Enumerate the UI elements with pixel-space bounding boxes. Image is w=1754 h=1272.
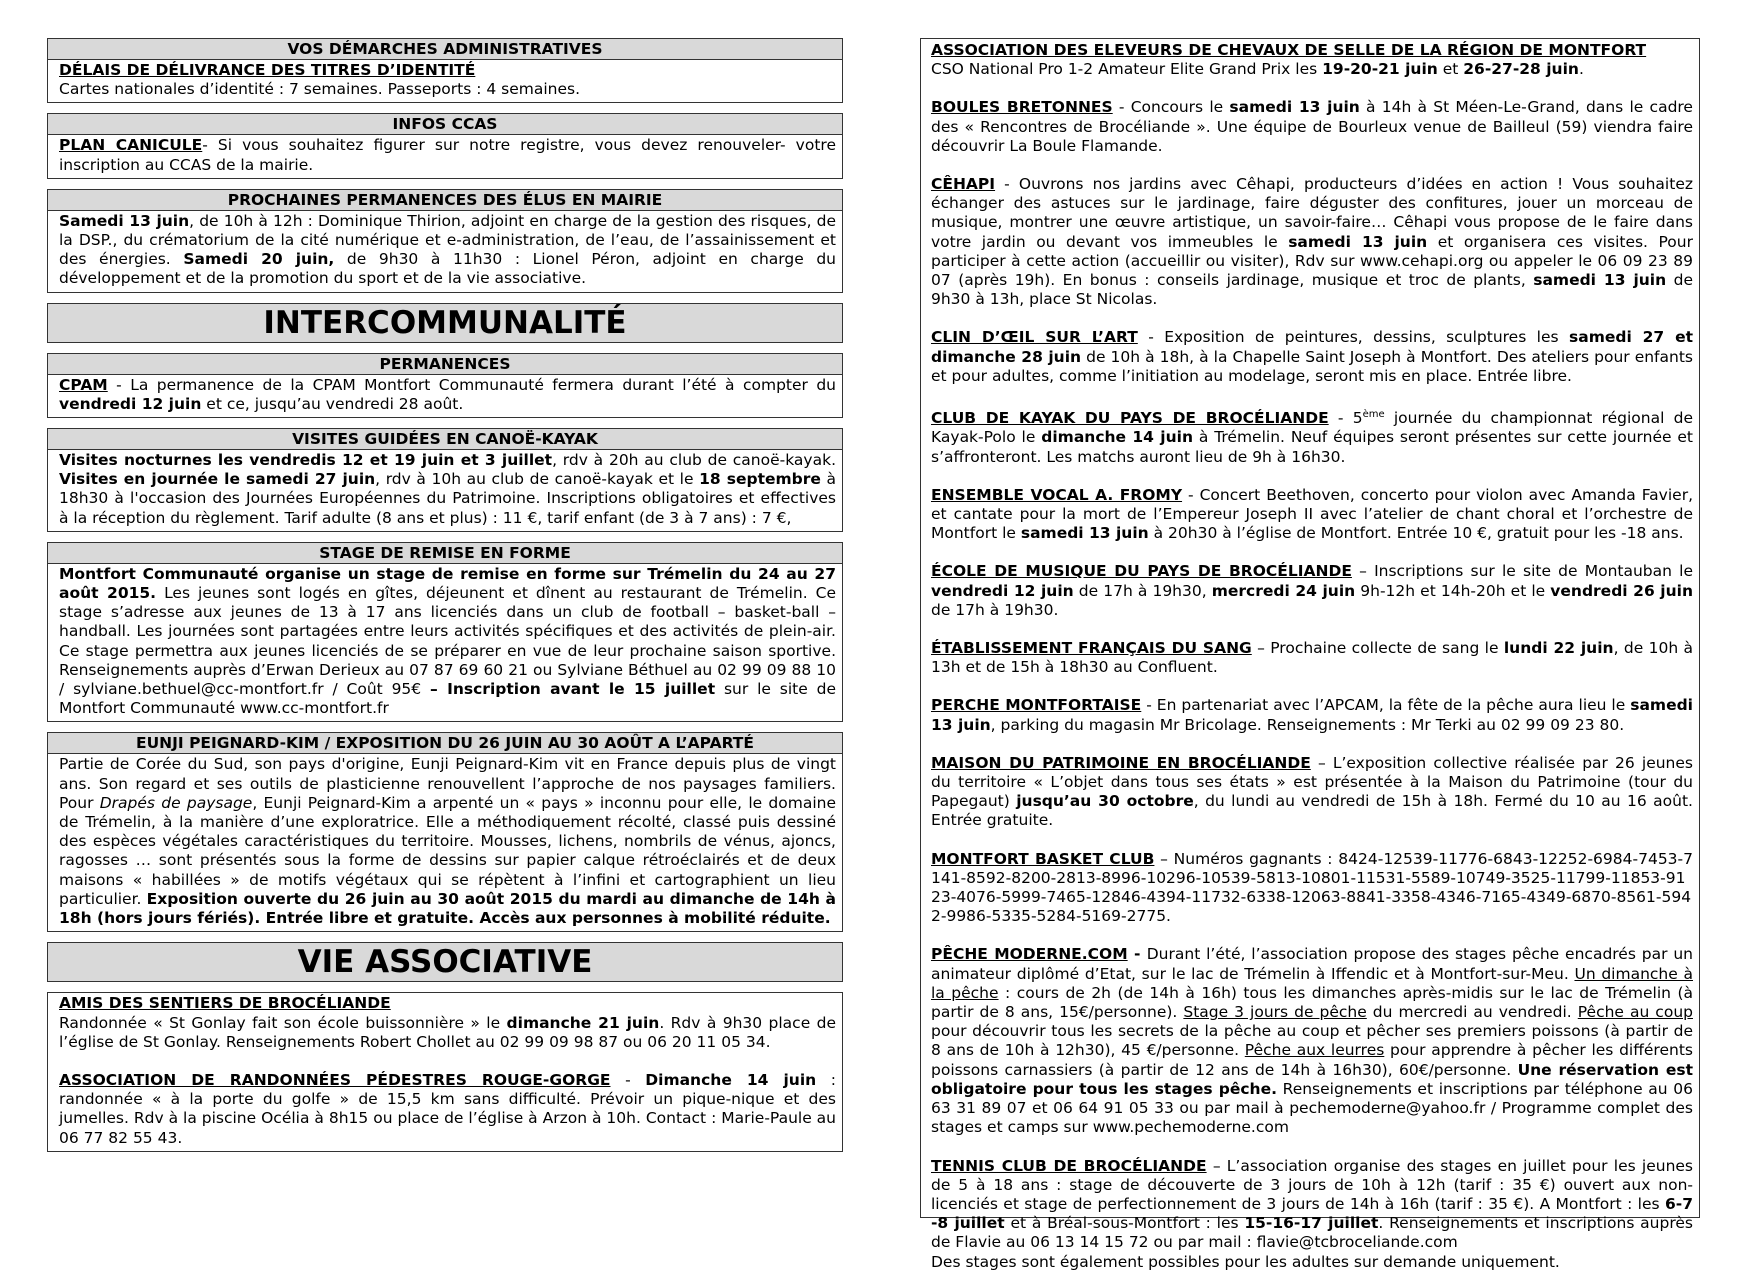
cpam-text-1: - La permanence de la CPAM Montfort Communauté fermera durant l’été à compter du: [107, 375, 836, 394]
demarches-header: VOS DÉMARCHES ADMINISTRATIVES: [48, 39, 842, 60]
stage-bold-2: – Inscription avant le 15 juillet: [430, 680, 716, 699]
associations-box: [920, 38, 1700, 1271]
rando-sep: -: [610, 1070, 646, 1089]
permanences-elus-header: PROCHAINES PERMANENCES DES ÉLUS EN MAIRIE: [48, 190, 842, 211]
cehapi-item: [931, 175, 1693, 309]
cpam-title: CPAM: [59, 375, 108, 394]
ccas-title: PLAN CANICULE: [59, 136, 203, 155]
elus-date-1: Samedi 13 juin: [59, 211, 190, 230]
cheval-title: ASSOCIATION DES ELEVEURS DE CHEVAUX DE SELLE DE LA RÉGION DE MONTFORT: [931, 41, 1647, 59]
stage-bold-1: Montfort Communauté organise un stage de remise en forme sur Trémelin du 24 au 27 août 2015.: [59, 564, 836, 603]
perche-text-2: , parking du magasin Mr Bricolage. Renseignements : Mr Terki au 02 99 09 23 80.: [990, 715, 1625, 734]
peche-u3: Pêche au coup: [1577, 1003, 1693, 1022]
eunji-header: EUNJI PEIGNARD-KIM / EXPOSITION DU 26 JUIN AU 30 AOÛT A L’APARTÉ: [48, 733, 842, 754]
patrimoine-date: jusqu’au 30 octobre: [1016, 792, 1194, 811]
clin-item: [931, 328, 1693, 386]
basket-numbers: – Numéros gagnants : 8424-12539-11776-6843-12252-6984-7453-7141-8592-8200-2813-8996-10296-10539-5813-10801-11531-5589-10749-3525-11799-11853-9123-4076-5999-7465-12846-4394-11732-6338-12063-8841-3358-4346-7165-4349-6870-8561-5942-9986-5335-5284-5169-2775.: [931, 849, 1693, 926]
sang-text-2: , de 10h à 13h et de 15h à 18h30 au Confluent.: [931, 639, 1693, 677]
musique-text-3: 9h-12h et 14h-20h et le: [1355, 581, 1551, 600]
vocal-date: samedi 13 juin: [1020, 524, 1149, 543]
section-intercommunalite: INTERCOMMUNALITÉ: [47, 303, 843, 343]
amis-item: [59, 994, 836, 1052]
cheval-text-3: .: [1578, 60, 1584, 79]
visites-text-2: , rdv à 10h au club de canoë-kayak et le: [375, 470, 700, 489]
vocal-text-2: à 20h30 à l’église de Montfort. Entrée 10 €, gratuit pour les -18 ans.: [1148, 524, 1684, 543]
musique-date-1: vendredi 12 juin: [931, 581, 1074, 600]
ccas-header: INFOS CCAS: [48, 114, 842, 135]
peche-u2: Stage 3 jours de pêche: [1183, 1003, 1367, 1022]
visites-box: [47, 428, 843, 532]
sang-title: ÉTABLISSEMENT FRANÇAIS DU SANG: [931, 639, 1252, 658]
demarches-title: DÉLAIS DE DÉLIVRANCE DES TITRES D’IDENTITÉ: [59, 61, 476, 79]
rando-text: : randonnée « à la porte du golfe » de 15,5 km sans difficulté. Prévoir un pique-nique et des jumelles. Rdv à la piscine Océlia à 8h15 ou place de l’église à Arzon à 10h. Contact : Marie-Paule au 06 77 82 55 43.: [59, 1070, 836, 1147]
vie-asso-box: [47, 992, 843, 1151]
cpam-text-2: et ce, jusqu’au vendredi 28 août.: [201, 394, 464, 413]
basket-title: MONTFORT BASKET CLUB: [931, 849, 1155, 868]
perche-date: samedi 13 juin: [931, 696, 1693, 734]
peche-item: [931, 945, 1693, 1137]
amis-text-2: . Rdv à 9h30 place de l’église de St Gonlay. Renseignements Robert Chollet au 02 99 09 98 87 ou 06 20 11 05 34.: [59, 1013, 836, 1051]
visites-bold-1: Visites nocturnes les vendredis 12 et 19 juin et 3 juillet: [59, 451, 553, 470]
tennis-title: TENNIS CLUB DE BROCÉLIANDE: [931, 1156, 1207, 1175]
permanences-elus-box: [47, 189, 843, 293]
eunji-bold: Exposition ouverte du 26 juin au 30 août 2015 du mardi au dimanche de 14h à 18h (hors jours fériés). Entrée libre et gratuite. Accès aux personnes à mobilité réduite.: [59, 889, 836, 928]
cheval-text-1: CSO National Pro 1-2 Amateur Elite Grand Prix les: [931, 60, 1323, 79]
tennis-date-2: 15-16-17 juillet: [1244, 1214, 1379, 1233]
peche-bold: Une réservation est obligatoire pour tous les stages pêche.: [931, 1060, 1693, 1098]
boules-text-1: - Concours le: [1112, 98, 1230, 117]
stage-text-2: sur le site de Montfort Communauté www.cc-montfort.fr: [59, 680, 836, 718]
tennis-item: [931, 1157, 1693, 1272]
peche-title: PÊCHE MODERNE.COM: [931, 945, 1128, 964]
musique-date-2: mercredi 24 juin: [1211, 581, 1356, 600]
musique-text-4: de 17h à 19h30.: [931, 600, 1059, 619]
rando-title: ASSOCIATION DE RANDONNÉES PÉDESTRES ROUGE-GORGE: [59, 1070, 611, 1089]
peche-text-2: : cours de 2h (de 14h à 16h) tous les dimanches après-midis sur le lac de Trémelin (à partir de 8 ans, 15€/personne).: [931, 983, 1693, 1022]
ccas-box: [47, 113, 843, 178]
tennis-date-1: 6-7 -8 juillet: [931, 1194, 1693, 1233]
vocal-item: [931, 486, 1693, 544]
demarches-text: Cartes nationales d’identité : 7 semaines. Passeports : 4 semaines.: [59, 80, 581, 99]
cehapi-date-2: samedi 13 juin: [1533, 271, 1667, 290]
sang-date: lundi 22 juin: [1503, 639, 1614, 658]
demarches-box: [47, 38, 843, 103]
boules-text-2: à 14h à St Méen-Le-Grand, dans le cadre des « Rencontres de Brocéliande ». Une équipe de Bourleux venue de Bailleul (59) viendra faire découvrir La Boule Flamande.: [931, 98, 1693, 155]
clin-text-1: - Exposition de peintures, dessins, sculptures les: [1137, 328, 1570, 347]
cheval-date-2: 26-27-28 juin: [1463, 60, 1579, 79]
patrimoine-text-1: – L’exposition collective réalisée par 26 jeunes du territoire « L’objet dans tous ses états » est présentée à la Maison du Patrimoine (tour du Papegaut): [931, 753, 1693, 811]
clin-date: samedi 27 et dimanche 28 juin: [931, 328, 1694, 366]
kayak-date: dimanche 14 juin: [1041, 428, 1193, 447]
peche-sep: -: [1127, 945, 1147, 964]
rando-item: [59, 1071, 836, 1148]
kayak-text-1: - 5: [1328, 409, 1363, 428]
musique-title: ÉCOLE DE MUSIQUE DU PAYS DE BROCÉLIANDE: [931, 562, 1352, 581]
section-vie-associative: VIE ASSOCIATIVE: [47, 942, 843, 982]
eunji-text-2: , Eunji Peignard-Kim a arpenté un « pays » inconnu pour elle, le domaine de Trémelin, à la manière d’une exploratrice. Elle a méthodiquement récolté, classé puis dessiné des espèces végétales caractéristiques du territoire. Mousses, lichens, nombrils de vénus, ajoncs, ragosses … sont présentés sous la forme de dessins sur papier calque rétroéclairés et de deux maisons « habillées » de motifs végétaux qui se répètent à l’infini et cartographient un lieu particulier.: [59, 793, 836, 908]
perche-item: [931, 696, 1693, 734]
eunji-text-1: Partie de Corée du Sud, son pays d'origine, Eunji Peignard-Kim vit en France depuis plus de vingt ans. Son regard et ses outils de plasticienne renouvellent l’approche de nos paysages familiers. Pour: [59, 755, 836, 812]
basket-item: [931, 850, 1693, 927]
amis-text-1: Randonnée « St Gonlay fait son école buissonnière » le: [59, 1013, 507, 1032]
patrimoine-item: [931, 754, 1693, 831]
rando-date: Dimanche 14 juin: [645, 1070, 817, 1089]
peche-text-5: pour apprendre à pêcher les différents poissons carnassiers (à partir de 12 ans de 14h à 16h30), 60€/personne.: [931, 1041, 1693, 1079]
kayak-title: CLUB DE KAYAK DU PAYS DE BROCÉLIANDE: [931, 409, 1329, 428]
musique-text-2: de 17h à 19h30,: [1073, 581, 1212, 600]
perche-text-1: - En partenariat avec l’APCAM, la fête de la pêche aura lieu le: [1141, 696, 1631, 715]
tennis-text-4: Des stages sont également possibles pour les adultes sur demande uniquement.: [931, 1252, 1560, 1271]
cehapi-text-2: et organisera ces visites. Pour participer à cette action (accueillir ou visiter), Rdv sur www.cehapi.org ou appeler le 06 09 23 89 07 (après 19h). En bonus : conseils jardinage, musique et troc de plants,: [931, 232, 1693, 290]
cheval-text-2: et: [1437, 60, 1464, 79]
peche-u1: Un dimanche à la pêche: [931, 964, 1693, 1002]
cehapi-title: CÊHAPI: [931, 175, 996, 194]
cheval-date-1: 19-20-21 juin: [1322, 60, 1438, 79]
musique-date-3: vendredi 26 juin: [1550, 581, 1693, 600]
vocal-text-1: - Concert Beethoven, concerto pour violon avec Amanda Favier, et cantate pour la mort de l’Empereur Joseph II avec l’atelier de chant choral et l’orchestre de Montfort le: [931, 485, 1693, 543]
stage-text-1: Les jeunes sont logés en gîtes, déjeunent et dînent au restaurant de Trémelin. Ce stage s’adresse aux jeunes de 13 à 17 ans licenciés dans un club de football – basket-ball – handball. Les journées sont partagées entre leurs activités spécifiques et des activités de plein-air. Ce stage permettra aux jeunes licenciés de se préparer en vue de leur prochaine saison sportive. Renseignements auprès d’Erwan Derieux au 07 87 69 60 21 ou Sylviane Béthuel au 02 99 09 88 10 / sylviane.bethuel@cc-montfort.fr / Coût 95€: [59, 584, 836, 699]
eunji-box: [47, 732, 843, 932]
elus-text-1: , de 10h à 12h : Dominique Thirion, adjoint en charge de la gestion des risques, de la DSP., du crématorium de la cité numérique et e-administration, de l’eau, de l’assainissement et des énergies.: [59, 211, 836, 269]
permanences-header: PERMANENCES: [48, 354, 842, 375]
vocal-title: ENSEMBLE VOCAL A. FROMY: [931, 485, 1183, 504]
stage-box: [47, 542, 843, 723]
sang-text-1: – Prochaine collecte de sang le: [1251, 639, 1504, 658]
cehapi-text-3: de 9h30 à 13h, place St Nicolas.: [931, 271, 1693, 309]
cehapi-date-1: samedi 13 juin: [1288, 232, 1428, 251]
patrimoine-title: MAISON DU PATRIMOINE EN BROCÉLIANDE: [931, 753, 1311, 772]
peche-text-1: Durant l’été, l’association propose des stages pêche encadrés par un animateur diplômé d’Etat, sur le lac de Trémelin à Iffendic et à Montfort-sur-Meu.: [931, 945, 1693, 983]
stage-header: STAGE DE REMISE EN FORME: [48, 543, 842, 564]
tennis-text-3: . Renseignements et inscriptions auprès de Flavie au 06 13 14 15 72 ou par mail : flavie@tcbroceliande.com: [931, 1214, 1693, 1252]
boules-title: BOULES BRETONNES: [931, 98, 1113, 117]
visites-bold-2: Visites en journée le samedi 27 juin: [59, 470, 376, 489]
visites-header: VISITES GUIDÉES EN CANOË-KAYAK: [48, 429, 842, 450]
visites-text-3: à 18h30 à l'occasion des Journées Européennes du Patrimoine. Inscriptions obligatoires et effectives à la réception du règlement. Tarif adulte (8 ans et plus) : 11 €, tarif enfant (de 3 à 7 ans) : 7 €,: [59, 470, 836, 527]
right-column: [920, 38, 1700, 1271]
patrimoine-text-2: , du lundi au vendredi de 15h à 18h. Fermé du 10 au 16 août. Entrée gratuite.: [931, 792, 1693, 830]
kayak-text-3: à Trémelin. Neuf équipes seront présentes sur cette journée et s’affronteront. Les matchs auront lieu de 9h à 16h30.: [931, 428, 1693, 466]
visites-text-1: , rdv à 20h au club de canoë-kayak.: [552, 451, 836, 470]
tennis-text-2: et à Bréal-sous-Montfort : les: [1004, 1214, 1245, 1233]
boules-date: samedi 13 juin: [1229, 98, 1360, 117]
elus-text-2: de 9h30 à 11h30 : Lionel Péron, adjoint en charge du développement et de la promotion du sport et de la vie associative.: [59, 250, 837, 288]
permanences-box: [47, 353, 843, 418]
ccas-text: - Si vous souhaitez figurer sur notre registre, vous devez renouveler- votre inscription au CCAS de la mairie.: [59, 136, 836, 174]
musique-item: [931, 562, 1693, 620]
kayak-text-2: journée du championnat régional de Kayak-Polo le: [931, 409, 1693, 447]
peche-text-4: pour découvrir tous les secrets de la pêche au coup et pêcher ses premiers poissons (à partir de 8 ans de 10h à 12h30), 45 €/personne.: [931, 1022, 1693, 1060]
tennis-text-1: – L’association organise des stages en juillet pour les jeunes de 5 à 18 ans : stage de découverte de 3 jours de 10h à 12h (tarif : 35 €) ouvert aux non-licenciés et stage de perfectionnement de 3 jours de 14h à 16h (tarif : 35 €). A Montfort : les: [931, 1156, 1694, 1213]
sang-item: [931, 639, 1693, 677]
musique-text-1: – Inscriptions sur le site de Montauban le: [1351, 562, 1693, 581]
elus-date-2: Samedi 20 juin,: [183, 250, 335, 269]
visites-bold-3: 18 septembre: [699, 470, 821, 489]
cpam-date: vendredi 12 juin: [59, 394, 202, 413]
kayak-sup: ème: [1362, 409, 1385, 421]
amis-date: dimanche 21 juin: [506, 1013, 660, 1032]
clin-text-2: de 10h à 18h, à la Chapelle Saint Joseph à Montfort. Des ateliers pour enfants et pour adultes, comme l’initiation au modelage, seront mis en place. Entrée libre.: [931, 347, 1693, 385]
peche-text-3: du mercredi au vendredi.: [1366, 1003, 1578, 1022]
perche-title: PERCHE MONTFORTAISE: [931, 696, 1142, 715]
cehapi-text-1: - Ouvrons nos jardins avec Cêhapi, producteurs d’idées en action ! Vous souhaitez échanger des astuces sur le jardinage, faire déguster des confitures, jouer un morceau de musique, montrer une œuvre artistique, un savoir-faire… Cêhapi vous propose de le faire dans votre jardin ou devant vos immeubles le: [931, 175, 1693, 251]
left-column: [47, 38, 843, 1162]
kayak-item: [931, 405, 1693, 467]
cheval-item: [931, 41, 1693, 79]
peche-u4: Pêche aux leurres: [1244, 1041, 1385, 1060]
clin-title: CLIN D’ŒIL SUR L’ART: [931, 328, 1138, 347]
peche-text-6: Renseignements et inscriptions par téléphone au 06 63 31 89 07 et 06 64 91 05 33 ou par mail à pechemoderne@yahoo.fr / Programme complet des stages et camps sur www.pechemoderne.com: [931, 1079, 1693, 1137]
eunji-italic: Drapés de paysage: [99, 793, 253, 812]
boules-item: [931, 98, 1693, 156]
amis-title: AMIS DES SENTIERS DE BROCÉLIANDE: [59, 994, 391, 1013]
